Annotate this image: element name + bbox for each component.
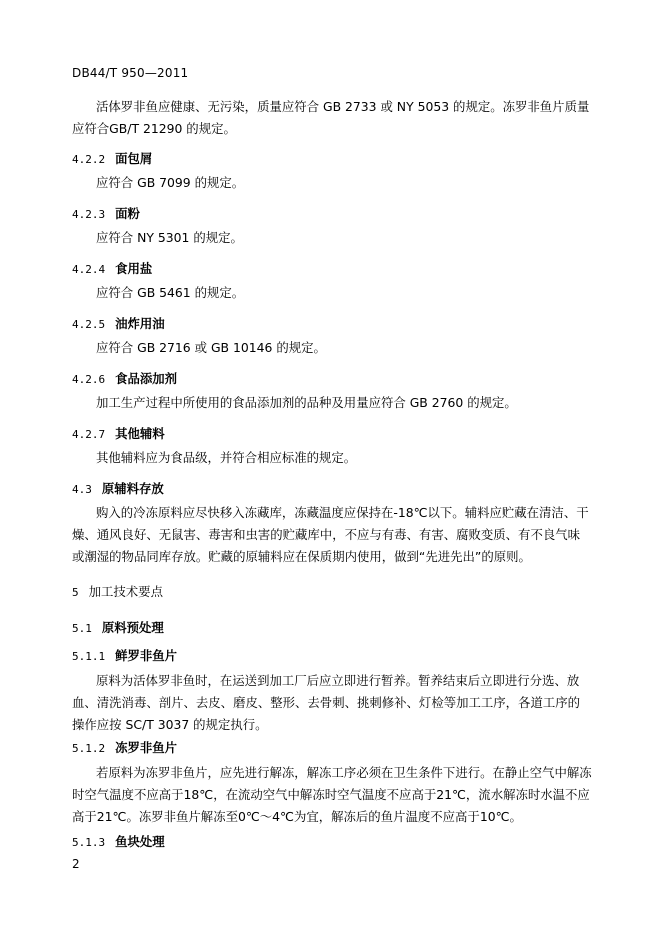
section-heading-5-1-1 [72, 646, 177, 664]
section-heading-5-1-2 [72, 738, 177, 756]
section-number: 5.1.3 [72, 836, 106, 849]
section-heading-4-2-6 [72, 369, 177, 387]
paragraph-salt: 应符合 GB 5461 的规定。 [96, 285, 245, 300]
section-number: 5.1.2 [72, 742, 106, 755]
section-number: 4.2.7 [72, 428, 106, 441]
section-title: 油炸用油 [115, 316, 165, 331]
section-title: 加工技术要点 [88, 584, 163, 599]
section-number: 4.3 [72, 483, 92, 496]
paragraph-bread-crumbs: 应符合 GB 7099 的规定。 [96, 175, 245, 190]
section-title: 原料预处理 [101, 620, 164, 635]
section-title: 鱼块处理 [115, 834, 165, 849]
section-title: 冻罗非鱼片 [115, 740, 178, 755]
page-number: 2 [72, 857, 80, 871]
section-number: 4.2.5 [72, 318, 106, 331]
section-number: 4.2.4 [72, 263, 106, 276]
paragraph-frying-oil: 应符合 GB 2716 或 GB 10146 的规定。 [96, 340, 326, 355]
section-heading-4-2-2 [72, 149, 152, 167]
paragraph-food-additives: 加工生产过程中所使用的食品添加剂的品种及用量应符合 GB 2760 的规定。 [96, 395, 517, 410]
section-title: 鲜罗非鱼片 [115, 648, 178, 663]
section-heading-5 [72, 582, 163, 600]
paragraph-raw-fish-quality: 活体罗非鱼应健康、无污染，质量应符合 GB 2733 或 NY 5053 的规定。冻罗非鱼片质量应符合GB/T 21290 的规定。 [72, 99, 590, 136]
section-heading-4-2-4 [72, 259, 152, 277]
section-heading-5-1 [72, 618, 164, 636]
section-number: 5.1 [72, 622, 92, 635]
section-heading-5-1-3 [72, 832, 165, 850]
section-heading-4-2-5 [72, 314, 165, 332]
section-heading-4-3 [72, 479, 164, 497]
section-number: 5 [72, 586, 79, 599]
section-heading-4-2-7 [72, 424, 165, 442]
section-number: 5.1.1 [72, 650, 106, 663]
paragraph-other-ingredients: 其他辅料应为食品级，并符合相应标准的规定。 [96, 450, 357, 465]
section-number: 4.2.2 [72, 153, 106, 166]
paragraph-flour: 应符合 NY 5301 的规定。 [96, 230, 243, 245]
document-code: DB44/T 950—2011 [72, 66, 189, 80]
section-title: 面包屑 [115, 151, 153, 166]
section-title: 食品添加剂 [115, 371, 178, 386]
section-title: 食用盐 [115, 261, 153, 276]
paragraph-frozen-fillet: 若原料为冻罗非鱼片，应先进行解冻，解冻工序必须在卫生条件下进行。在静止空气中解冻时空气温度不应高于18℃，在流动空气中解冻时空气温度不应高于21℃，流水解冻时水温不应高于21℃。冻罗非鱼片解冻至0℃～4℃为宜，解冻后的鱼片温度不应高于10℃。 [72, 765, 592, 824]
section-number: 4.2.6 [72, 373, 106, 386]
section-heading-4-2-3 [72, 204, 140, 222]
paragraph-fresh-fillet: 原料为活体罗非鱼时，在运送到加工厂后应立即进行暂养。暂养结束后立即进行分选、放血、清洗消毒、剖片、去皮、磨皮、整形、去骨刺、挑刺修补、灯检等加工工序，各道工序的操作应按 SC/T 3037 的规定执行。 [72, 673, 581, 732]
section-number: 4.2.3 [72, 208, 106, 221]
section-title: 面粉 [115, 206, 140, 221]
section-title: 其他辅料 [115, 426, 165, 441]
section-title: 原辅料存放 [101, 481, 164, 496]
paragraph-storage: 购入的冷冻原料应尽快移入冻藏库，冻藏温度应保持在-18℃以下。辅料应贮藏在清洁、干燥、通风良好、无鼠害、毒害和虫害的贮藏库中，不应与有毒、有害、腐败变质、有不良气味或潮湿的物品同库存放。贮藏的原辅料应在保质期内使用，做到“先进先出”的原则。 [72, 505, 589, 564]
